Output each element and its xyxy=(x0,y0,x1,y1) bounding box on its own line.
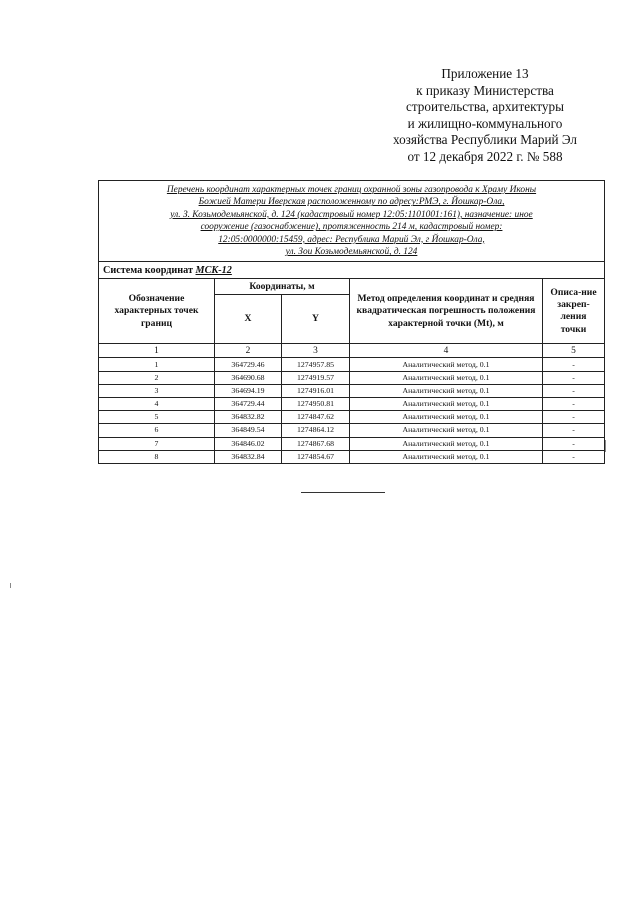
desc-cell: - xyxy=(543,450,605,463)
coordinate-system xyxy=(99,262,605,279)
method-cell: Аналитический метод, 0.1 xyxy=(350,358,543,371)
closing-rule xyxy=(301,492,385,493)
y-cell: 1274864.12 xyxy=(282,424,350,437)
point-cell: 4 xyxy=(99,398,215,411)
x-cell: 364729.46 xyxy=(215,358,282,371)
appendix-line: от 12 декабря 2022 г. № 588 xyxy=(407,148,563,164)
header-coords: Координаты, м xyxy=(215,279,350,295)
y-cell: 1274867.68 xyxy=(282,437,350,450)
table-row xyxy=(99,398,605,411)
title-line: ул. Зои Козьмодемьянской, д. 124 xyxy=(285,247,418,258)
desc-cell: - xyxy=(543,411,605,424)
point-cell: 8 xyxy=(99,450,215,463)
appendix-line: к приказу Министерства xyxy=(416,82,554,98)
y-cell: 1274919.57 xyxy=(282,371,350,384)
y-cell: 1274916.01 xyxy=(282,384,350,397)
y-cell: 1274950.81 xyxy=(282,398,350,411)
header-method: Метод определения координат и средняя квадратическая погрешность положения характерной точки (Mt), м xyxy=(350,279,543,344)
y-cell: 1274854.67 xyxy=(282,450,350,463)
method-cell: Аналитический метод, 0.1 xyxy=(350,411,543,424)
header-description: Описа-ние закреп-ления точки xyxy=(543,279,605,344)
title-line: Перечень координат характерных точек границ охранной зоны газопровода к Храму Иконы xyxy=(166,185,537,195)
point-cell: 6 xyxy=(99,424,215,437)
desc-cell: - xyxy=(543,398,605,411)
title-line: 12:05:0000000:15459, адрес: Республика Марий Эл, г Йошкар-Ола, xyxy=(218,234,485,245)
appendix-line: и жилищно-коммунального xyxy=(407,115,563,131)
coordinates-table xyxy=(98,180,605,464)
column-number: 4 xyxy=(350,344,543,358)
point-cell: 7 xyxy=(99,437,215,450)
appendix-line: строительства, архитектуры xyxy=(406,99,564,115)
desc-cell: - xyxy=(543,437,605,450)
table-row xyxy=(99,450,605,463)
appendix-line: Приложение 13 xyxy=(441,66,529,81)
header-point: Обозначение характерных точек границ xyxy=(99,279,215,344)
x-cell: 364832.82 xyxy=(215,411,282,424)
table-row xyxy=(99,358,605,371)
header-x: X xyxy=(215,295,282,344)
column-number: 2 xyxy=(215,344,282,358)
point-cell: 5 xyxy=(99,411,215,424)
x-cell: 364832.84 xyxy=(215,450,282,463)
appendix-header xyxy=(350,66,620,166)
column-number: 5 xyxy=(543,344,605,358)
table-row xyxy=(99,371,605,384)
title-line: Божией Матери Иверская расположенному по адресу:РМЭ, г. Йошкар-Ола, xyxy=(198,197,505,208)
scan-mark xyxy=(605,440,606,452)
x-cell: 364846.02 xyxy=(215,437,282,450)
table-row xyxy=(99,384,605,397)
y-cell: 1274957.85 xyxy=(282,358,350,371)
column-number: 1 xyxy=(99,344,215,358)
point-cell: 1 xyxy=(99,358,215,371)
table-row xyxy=(99,437,605,450)
point-cell: 3 xyxy=(99,384,215,397)
x-cell: 364690.68 xyxy=(215,371,282,384)
x-cell: 364694.19 xyxy=(215,384,282,397)
column-number: 3 xyxy=(282,344,350,358)
x-cell: 364849.54 xyxy=(215,424,282,437)
coordinate-system-value: МСК-12 xyxy=(195,264,232,276)
desc-cell: - xyxy=(543,384,605,397)
method-cell: Аналитический метод, 0.1 xyxy=(350,384,543,397)
method-cell: Аналитический метод, 0.1 xyxy=(350,437,543,450)
method-cell: Аналитический метод, 0.1 xyxy=(350,450,543,463)
method-cell: Аналитический метод, 0.1 xyxy=(350,398,543,411)
method-cell: Аналитический метод, 0.1 xyxy=(350,371,543,384)
scan-mark xyxy=(10,583,11,588)
coordinate-system-label: Система координат xyxy=(103,264,193,276)
title-line: сооружение (газоснабжение), протяженность 214 м, кадастровый номер: xyxy=(200,222,503,233)
x-cell: 364729.44 xyxy=(215,398,282,411)
y-cell: 1274847.62 xyxy=(282,411,350,424)
table-row xyxy=(99,424,605,437)
title-line: ул. З. Козьмодемьянской, д. 124 (кадастровый номер 12:05:1101001:161), назначение: иное xyxy=(170,209,533,220)
method-cell: Аналитический метод, 0.1 xyxy=(350,424,543,437)
table-title xyxy=(99,181,605,262)
header-y: Y xyxy=(282,295,350,344)
point-cell: 2 xyxy=(99,371,215,384)
table-row xyxy=(99,411,605,424)
desc-cell: - xyxy=(543,358,605,371)
appendix-line: хозяйства Республики Марий Эл xyxy=(393,132,577,148)
desc-cell: - xyxy=(543,424,605,437)
desc-cell: - xyxy=(543,371,605,384)
